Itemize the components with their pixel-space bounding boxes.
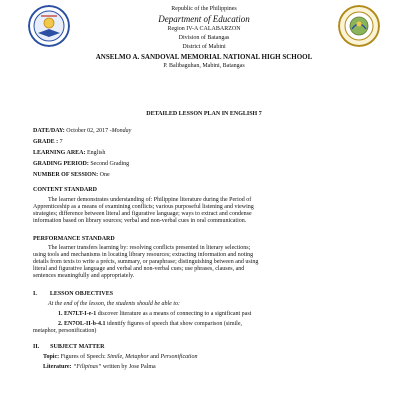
literature-label: Literature: (43, 364, 72, 370)
info-date-day: Monday (111, 128, 132, 134)
objective-item (58, 311, 251, 318)
topic-simile: Simile (107, 354, 123, 360)
topic-metaphor: Metaphor (125, 354, 149, 360)
header-school: ANSELMO A. SANDOVAL MEMORIAL NATIONAL HIGH SCHOOL (95, 53, 313, 61)
info-sessions (33, 172, 110, 179)
lesson-objectives-intro: At the end of the lesson, the students should be able to: (48, 301, 180, 307)
topic-label: Topic: (43, 354, 60, 360)
info-sessions-label: NUMBER OF SESSION: (33, 172, 99, 178)
performance-standard-line: using tools and mechanisms in locating library resources; extracting information and noting (33, 252, 254, 258)
lesson-objectives-number: I. (33, 291, 37, 297)
info-learning-area-label: LEARNING AREA: (33, 150, 86, 156)
subject-topic (43, 354, 197, 361)
subject-matter-number: II. (33, 344, 40, 350)
objective-code: EN7OL-II-b-4.1 (64, 321, 106, 327)
info-date-value: October 02, 2017 - (66, 128, 112, 134)
header-district: District of Mabini (182, 44, 226, 50)
document-title: DETAILED LESSON PLAN IN ENGLISH 7 (146, 111, 262, 117)
header-department: Department of Education (158, 14, 250, 24)
content-standard-heading: CONTENT STANDARD (33, 187, 97, 193)
objective-code: EN7LT-I-e-1 (64, 311, 97, 317)
subject-literature (43, 364, 156, 371)
header-address: P. Balibaguhan, Mabini, Batangas (163, 63, 245, 69)
objective-number: 1. (58, 311, 63, 317)
performance-standard-line: literal and figurative language and verbal and non-verbal cues; use phrases, clauses, and (33, 266, 245, 272)
info-date-label: DATE/DAY: (33, 128, 65, 134)
info-sessions-value: One (99, 172, 110, 178)
content-standard-line: Apprenticeship as a means of examining conflicts; various purposeful listening and viewing (33, 204, 254, 210)
subject-matter-title: SUBJECT MATTER (50, 344, 105, 350)
info-grade-value: 7 (59, 139, 63, 145)
info-learning-area (33, 150, 105, 157)
objective-text: discover literature as a means of connecting to a significant past (97, 311, 252, 317)
content-standard-line: The learner demonstrates understanding of: Philippine literature during the Period of (48, 197, 252, 203)
content-standard-line: strategies; difference between literal and figurative language; ways to extract and condense (33, 211, 252, 217)
info-grading-period-value: Second Grading (90, 161, 130, 167)
info-grading-period-label: GRADING PERIOD: (33, 161, 89, 167)
literature-title: “Filipinas” (73, 364, 102, 370)
lesson-objectives-title: LESSON OBJECTIVES (49, 291, 114, 297)
info-grade-label: GRADE : (33, 139, 59, 145)
performance-standard-heading: PERFORMANCE STANDARD (33, 236, 115, 242)
objective-item (58, 321, 242, 328)
subject-matter-heading (33, 344, 104, 351)
objective-number: 2. (58, 321, 63, 327)
header-division: Division of Batangas (178, 35, 230, 41)
info-learning-area-value: English (87, 150, 106, 156)
topic-comma: , (122, 354, 124, 360)
content-standard-line: information based on library sources; verbal and non-verbal cues in oral communication. (33, 218, 247, 224)
objective-text: identify figures of speech that show comparison (simile, (107, 321, 242, 327)
topic-and: and (150, 354, 159, 360)
performance-standard-line: The learner transfers learning by: resolving conflicts presented in literary selections; (48, 245, 251, 251)
topic-personification: Personification (160, 354, 198, 360)
header-republic: Republic of the Philippines (171, 6, 237, 12)
literature-author: written by Jose Palma (102, 364, 156, 370)
performance-standard-line: sentences meaningfully and appropriately. (33, 273, 135, 279)
info-grade (33, 139, 63, 146)
objective-text-continued: metaphor, personification) (33, 328, 97, 334)
topic-prefix: Figures of Speech: (60, 354, 106, 360)
lesson-objectives-heading (33, 291, 113, 298)
performance-standard-line: details from texts to write a précis, summary, or paraphrase; distinguishing between and using (33, 259, 259, 265)
header-region: Region IV-A CALABARZON (167, 26, 241, 32)
info-grading-period (33, 161, 129, 168)
info-date (33, 128, 131, 135)
